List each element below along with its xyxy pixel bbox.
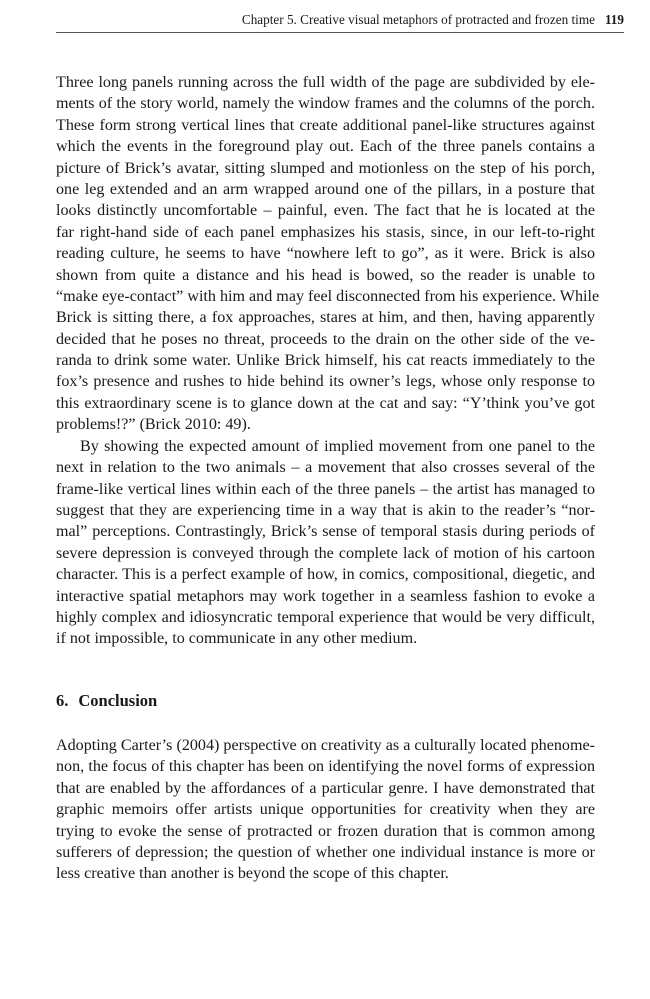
body-paragraph-1 xyxy=(56,72,600,436)
text-line: By showing the expected amount of implied movement from one panel to the xyxy=(80,437,595,455)
text-line: randa to drink some water. Unlike Brick himself, his cat reacts immediately to the xyxy=(56,352,595,370)
text-line: picture of Brick’s avatar, sitting slumped and motionless on the step of his porch, xyxy=(56,159,595,177)
text-line: Adopting Carter’s (2004) perspective on creativity as a culturally located phenome- xyxy=(56,737,595,754)
page-number: 119 xyxy=(604,12,624,27)
text-line: Three long panels running across the full width of the page are subdivided by ele- xyxy=(56,74,595,91)
text-line: “make eye-contact” with him and may feel disconnected from his experience. While xyxy=(56,287,600,305)
text-line: non, the focus of this chapter has been on identifying the novel forms of expression xyxy=(56,758,595,776)
text-line: highly complex and idiosyncratic temporal experience that would be very difficult, xyxy=(56,608,595,626)
body-paragraph-3 xyxy=(56,735,595,885)
text-line: one leg extended and an arm wrapped around one of the pillars, in a posture that xyxy=(56,180,595,198)
text-line: ments of the story world, namely the window frames and the columns of the porch. xyxy=(56,95,595,113)
section-number: 6. xyxy=(56,691,69,710)
text-line: sufferers of depression; the question of whether one individual instance is more or xyxy=(56,843,595,861)
text-line: looks distinctly uncomfortable – painful, even. The fact that he is located at the xyxy=(56,202,595,220)
section-heading xyxy=(56,689,157,713)
body-paragraph-2 xyxy=(56,436,595,650)
running-head xyxy=(56,10,624,33)
text-line: reading culture, he seems to have “nowhere left to go”, as it were. Brick is also xyxy=(56,245,595,263)
running-head-title: Chapter 5. Creative visual metaphors of protracted and frozen time xyxy=(241,12,595,27)
text-line: this extraordinary scene is to glance down at the cat and say: “Y’think you’ve got xyxy=(56,394,595,412)
text-line: decided that he poses no threat, proceeds to the drain on the other side of the ve- xyxy=(56,330,595,348)
text-line: problems!?” (Brick 2010: 49). xyxy=(56,416,251,434)
text-line: if not impossible, to communicate in any other medium. xyxy=(56,630,418,648)
text-line: far right-hand side of each panel emphasizes his stasis, since, in our left-to-right xyxy=(56,223,595,241)
text-line: fox’s presence and rushes to hide behind its owner’s legs, whose only response to xyxy=(56,373,595,391)
text-line: interactive spatial metaphors may work together in a seamless fashion to evoke a xyxy=(56,587,595,605)
text-line: that are enabled by the affordances of a particular genre. I have demonstrated that xyxy=(56,779,595,797)
text-line: trying to evoke the sense of protracted or frozen duration that is common among xyxy=(56,822,595,840)
text-line: These form strong vertical lines that create additional panel-like structures against xyxy=(56,116,595,134)
text-line: suggest that they are experiencing time in a way that is akin to the reader’s “nor- xyxy=(56,501,595,519)
text-line: less creative than another is beyond the scope of this chapter. xyxy=(56,865,449,883)
text-line: frame-like vertical lines within each of the three panels – the artist has managed to xyxy=(56,480,595,498)
section-title: Conclusion xyxy=(78,691,158,710)
text-line: which the events in the foreground play out. Each of the three panels contains a xyxy=(56,138,595,156)
text-line: shown from quite a distance and his head is bowed, so the reader is unable to xyxy=(56,266,595,284)
text-line: next in relation to the two animals – a movement that also crosses several of the xyxy=(56,459,595,477)
text-line: character. This is a perfect example of how, in comics, compositional, diegetic, and xyxy=(56,566,595,584)
text-line: graphic memoirs offer artists unique opportunities for creativity when they are xyxy=(56,801,595,819)
text-line: Brick is sitting there, a fox approaches, stares at him, and then, having apparently xyxy=(56,309,595,327)
text-line: severe depression is conveyed through the complete lack of motion of his cartoon xyxy=(56,544,595,562)
text-line: mal” perceptions. Contrastingly, Brick’s sense of temporal stasis during periods of xyxy=(56,523,595,541)
